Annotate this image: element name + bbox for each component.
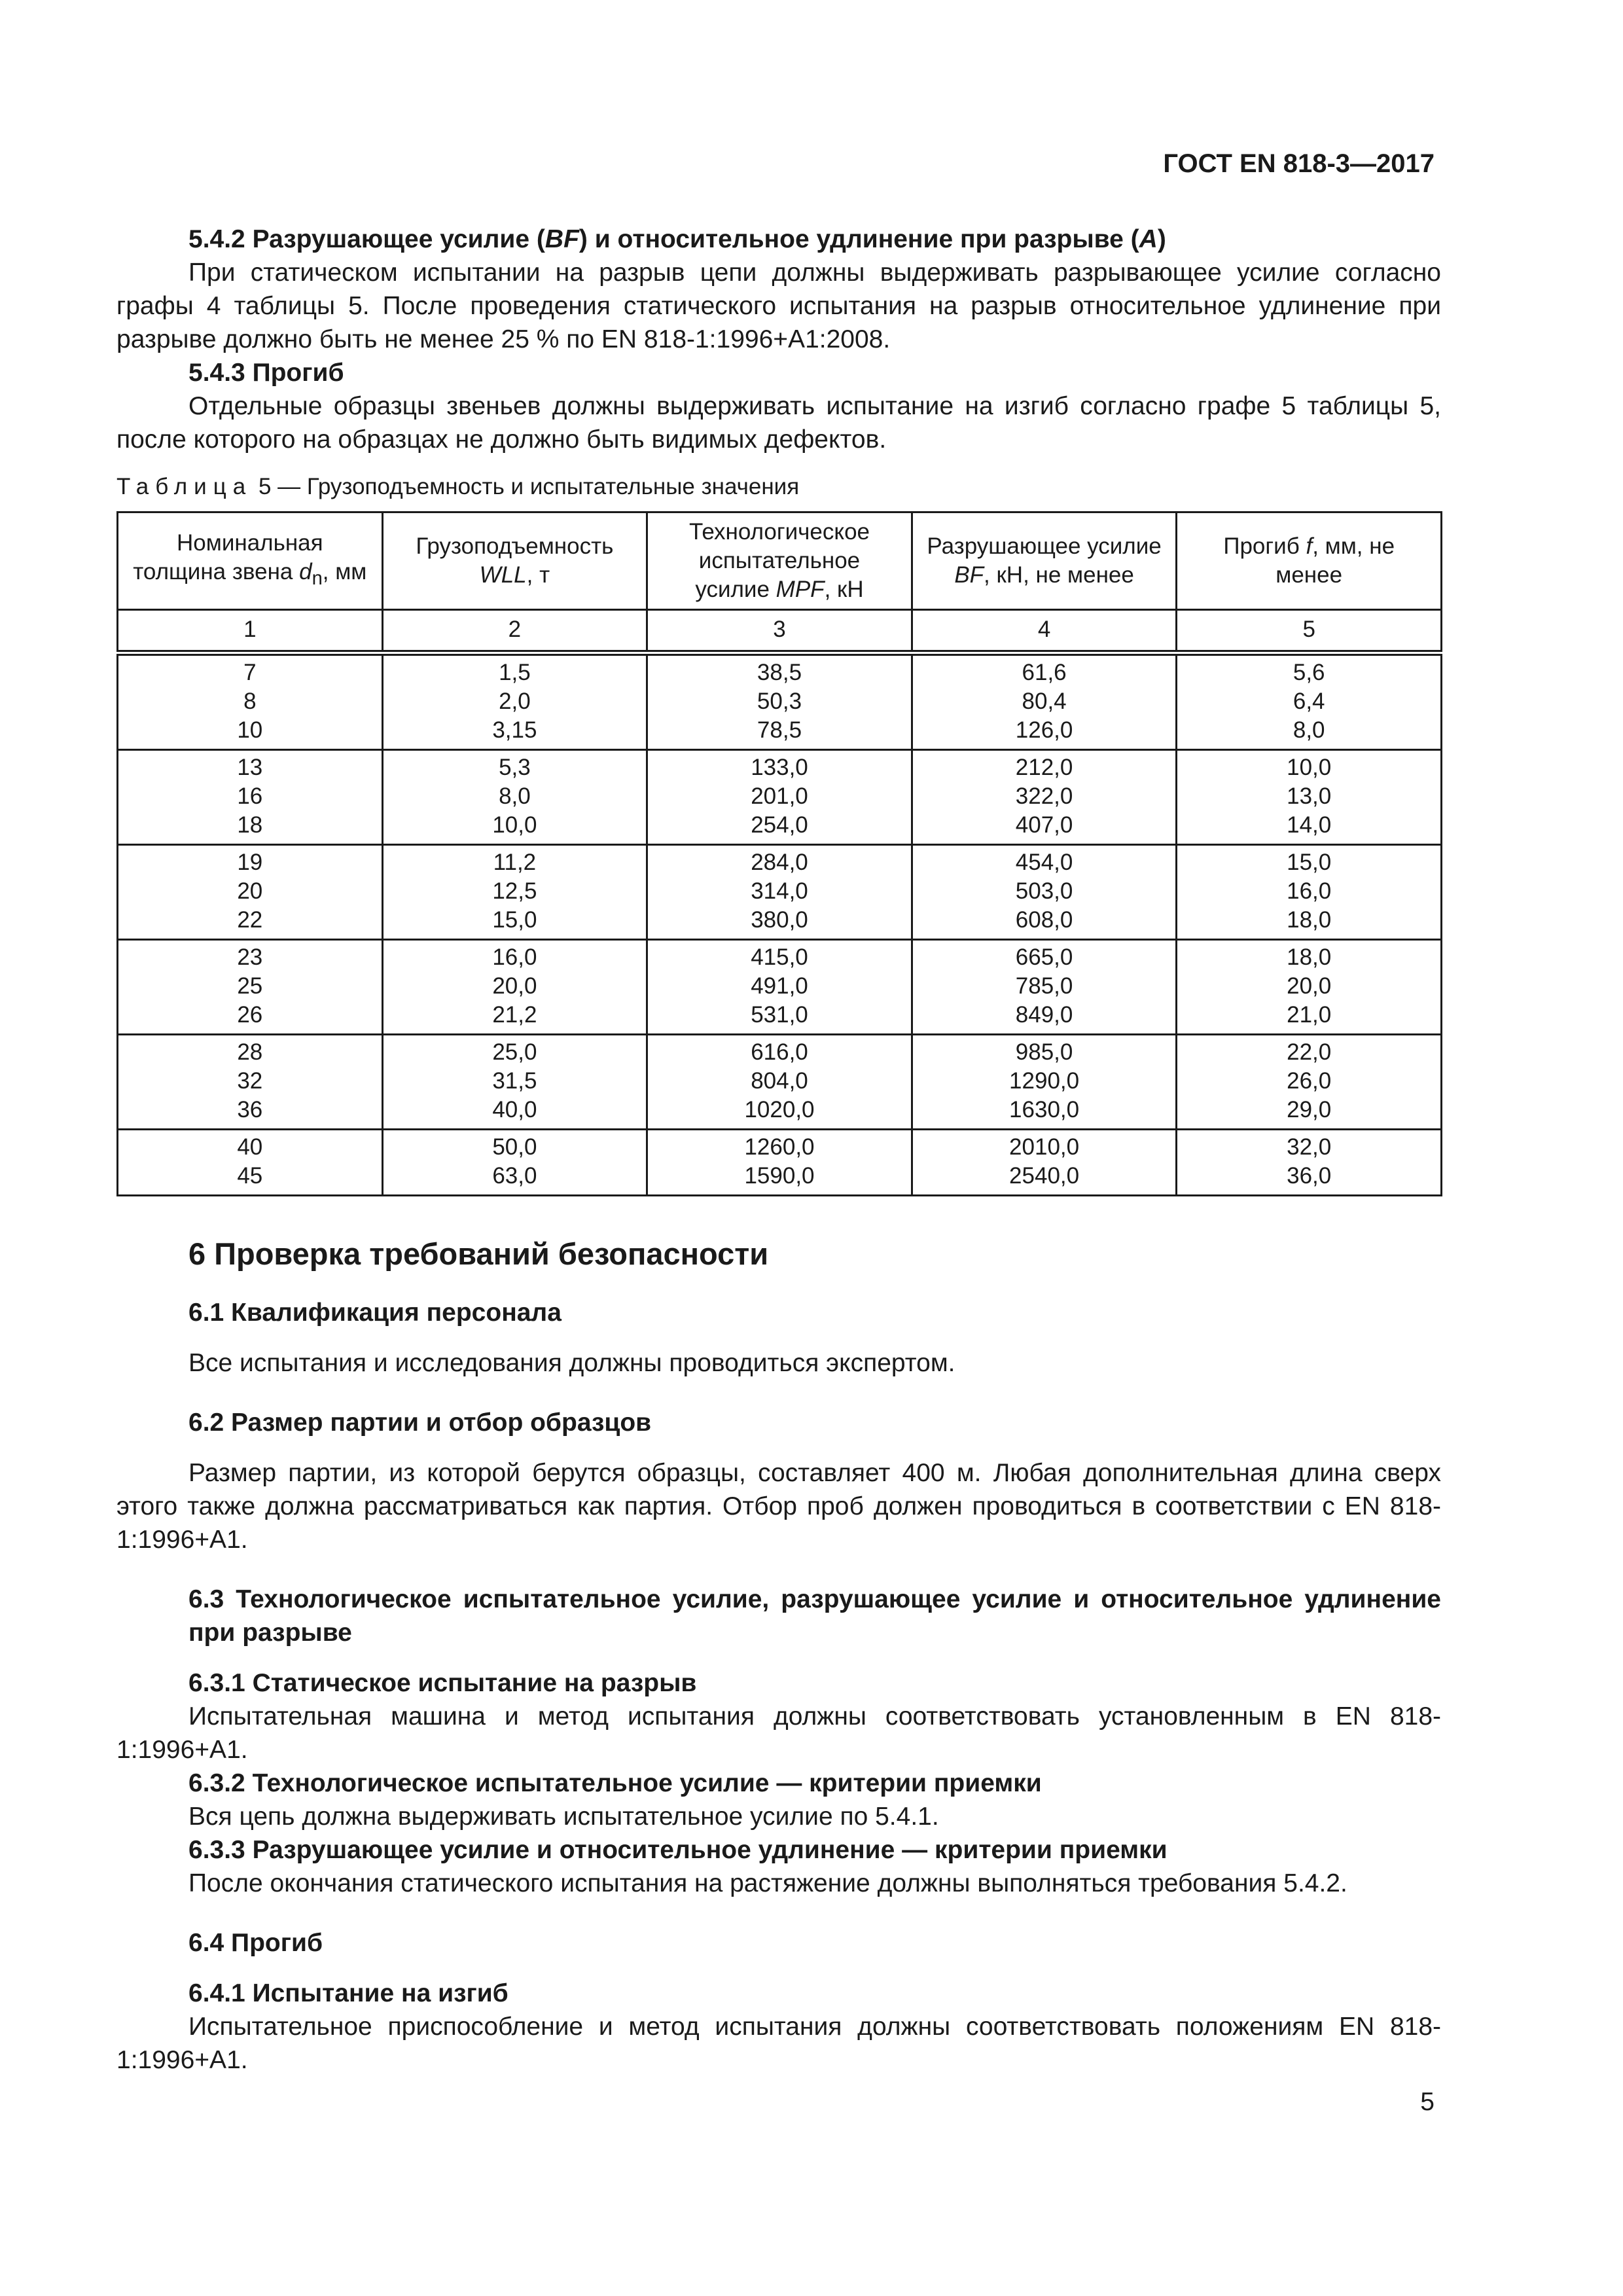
table-cell <box>382 653 647 750</box>
cell-value: 8,0 <box>499 783 531 809</box>
cell-value: 11,2 <box>493 850 537 875</box>
cell-value: 2540,0 <box>1009 1163 1080 1189</box>
table-cell <box>912 1035 1177 1130</box>
section-6-4-1-title: 6.4.1 Испытание на изгиб <box>188 1979 508 2007</box>
table-cell <box>118 653 383 750</box>
cell-value: 38,5 <box>757 660 802 685</box>
cell-value: 985,0 <box>1015 1039 1073 1065</box>
cell-value: 18,0 <box>1287 907 1332 933</box>
cell-value: 20 <box>237 878 263 904</box>
table-row <box>118 1035 1442 1130</box>
column-number: 2 <box>382 610 647 653</box>
cell-value: 40 <box>237 1134 263 1160</box>
cell-value: 10 <box>237 717 263 743</box>
cell-value: 12,5 <box>492 878 537 904</box>
section-6-3-title: 6.3 Технологическое испытательное усилие, разрушающее усилие и относительное удлинение при разрыве <box>188 1585 1441 1647</box>
section-5-4-2-text: При статическом испытании на разрыв цепи должны выдерживать разрывающее усилие согласно графы 4 таблицы 5. После проведения статического испытания на разрыв относительное удлинение при разрыве должно быть не менее 25 % по EN 818-1:1996+A1:2008. <box>116 259 1441 353</box>
table-row <box>118 845 1442 940</box>
table-cell <box>647 845 912 940</box>
table-cell <box>1177 750 1442 845</box>
section-6-3-1-title: 6.3.1 Статическое испытание на разрыв <box>188 1669 697 1697</box>
column-header-1: Номинальная толщина звена $d_n$, мм <box>118 512 383 610</box>
cell-value: 415,0 <box>751 944 808 970</box>
cell-value: 491,0 <box>751 973 808 999</box>
column-number-row <box>118 610 1442 653</box>
column-number: 1 <box>118 610 383 653</box>
cell-value: 608,0 <box>1015 907 1073 933</box>
cell-value: 254,0 <box>751 812 808 838</box>
section-6-3-3-text: После окончания статического испытания на растяжение должны выполняться требования 5.4.2. <box>188 1869 1347 1897</box>
table-cell <box>1177 1035 1442 1130</box>
table-header-row <box>118 512 1442 610</box>
cell-value: 380,0 <box>751 907 808 933</box>
section-6-1-text: Все испытания и исследования должны проводиться экспертом. <box>188 1349 955 1377</box>
table-cell <box>118 750 383 845</box>
cell-value: 126,0 <box>1015 717 1073 743</box>
table-cell <box>912 940 1177 1035</box>
cell-value: 16,0 <box>1287 878 1332 904</box>
cell-value: 16 <box>237 783 263 809</box>
cell-value: 63,0 <box>492 1163 537 1189</box>
cell-value: 454,0 <box>1015 850 1073 875</box>
cell-value: 616,0 <box>751 1039 808 1065</box>
table-cell <box>1177 845 1442 940</box>
table-row <box>118 750 1442 845</box>
cell-value: 20,0 <box>1287 973 1332 999</box>
table-row <box>118 940 1442 1035</box>
table-cell <box>647 653 912 750</box>
table-cell <box>912 750 1177 845</box>
cell-value: 531,0 <box>751 1002 808 1028</box>
table-cell <box>382 1130 647 1196</box>
section-6-3-3-title: 6.3.3 Разрушающее усилие и относительное удлинение — критерии приемки <box>188 1836 1168 1864</box>
cell-value: 21,2 <box>492 1002 537 1028</box>
cell-value: 16,0 <box>492 944 537 970</box>
cell-value: 26 <box>237 1002 263 1028</box>
table-row <box>118 1130 1442 1196</box>
cell-value: 8 <box>243 689 257 714</box>
cell-value: 19 <box>237 850 263 875</box>
table-5 <box>116 511 1442 1196</box>
cell-value: 18 <box>237 812 263 838</box>
section-6-2-title: 6.2 Размер партии и отбор образцов <box>188 1408 652 1437</box>
cell-value: 284,0 <box>751 850 808 875</box>
column-number: 3 <box>647 610 912 653</box>
cell-value: 785,0 <box>1015 973 1073 999</box>
cell-value: 1590,0 <box>744 1163 815 1189</box>
cell-value: 13 <box>237 755 263 780</box>
section-6-3-2-title: 6.3.2 Технологическое испытательное усилие — критерии приемки <box>188 1769 1042 1797</box>
cell-value: 1,5 <box>499 660 531 685</box>
column-header-3: Технологическое испытательное усилие MPF, кН <box>647 512 912 610</box>
cell-value: 10,0 <box>1287 755 1332 780</box>
cell-value: 25 <box>237 973 263 999</box>
cell-value: 15,0 <box>492 907 537 933</box>
cell-value: 1290,0 <box>1009 1068 1080 1094</box>
page-content <box>116 223 1441 2077</box>
cell-value: 29,0 <box>1287 1097 1332 1122</box>
cell-value: 6,4 <box>1293 689 1325 714</box>
table-cell <box>912 1130 1177 1196</box>
cell-value: 212,0 <box>1015 755 1073 780</box>
column-number: 4 <box>912 610 1177 653</box>
table-cell <box>382 845 647 940</box>
table-cell <box>647 750 912 845</box>
section-6-4-title: 6.4 Прогиб <box>188 1929 323 1957</box>
cell-value: 314,0 <box>751 878 808 904</box>
table-cell <box>647 940 912 1035</box>
table-cell <box>118 1035 383 1130</box>
table-cell <box>382 1035 647 1130</box>
cell-value: 7 <box>243 660 257 685</box>
cell-value: 22 <box>237 907 263 933</box>
cell-value: 36 <box>237 1097 263 1122</box>
table-cell <box>912 653 1177 750</box>
table-cell <box>382 940 647 1035</box>
cell-value: 25,0 <box>492 1039 537 1065</box>
cell-value: 2010,0 <box>1009 1134 1080 1160</box>
table-cell <box>1177 940 1442 1035</box>
cell-value: 665,0 <box>1015 944 1073 970</box>
cell-value: 1630,0 <box>1009 1097 1080 1122</box>
cell-value: 133,0 <box>751 755 808 780</box>
section-5-4-3-text: Отдельные образцы звеньев должны выдерживать испытание на изгиб согласно графе 5 таблицы 5, после которого на образцах не должно быть видимых дефектов. <box>116 392 1441 454</box>
cell-value: 1020,0 <box>744 1097 815 1122</box>
cell-value: 23 <box>237 944 263 970</box>
cell-value: 18,0 <box>1287 944 1332 970</box>
cell-value: 503,0 <box>1015 878 1073 904</box>
cell-value: 61,6 <box>1022 660 1067 685</box>
section-5-4-3-title: 5.4.3 Прогиб <box>188 359 344 387</box>
table-cell <box>647 1130 912 1196</box>
table-cell <box>647 1035 912 1130</box>
table-cell <box>118 940 383 1035</box>
table-cell <box>382 750 647 845</box>
table-cell <box>118 1130 383 1196</box>
section-6-title: 6 Проверка требований безопасности <box>188 1236 769 1271</box>
table-row <box>118 653 1442 750</box>
cell-value: 10,0 <box>492 812 537 838</box>
section-6-2-text: Размер партии, из которой берутся образцы, составляет 400 м. Любая дополнительная длина сверх этого также должна рассматриваться как партия. Отбор проб должен проводиться в соответствии с EN 818-1:1996+A1. <box>116 1459 1441 1554</box>
cell-value: 849,0 <box>1015 1002 1073 1028</box>
column-header-4: Разрушающее усилие BF, кН, не менее <box>912 512 1177 610</box>
cell-value: 78,5 <box>757 717 802 743</box>
cell-value: 32,0 <box>1287 1134 1332 1160</box>
section-6-1-title: 6.1 Квалификация персонала <box>188 1299 562 1327</box>
column-header-5: Прогиб f, мм, не менее <box>1177 512 1442 610</box>
section-6-3-1-text: Испытательная машина и метод испытания должны соответствовать установленным в EN 818-1:1996+A1. <box>116 1702 1441 1764</box>
cell-value: 322,0 <box>1015 783 1073 809</box>
section-5-4-2-title: 5.4.2 Разрушающее усилие (BF) и относительное удлинение при разрыве (A) <box>188 225 1166 253</box>
document-code: ГОСТ EN 818-3—2017 <box>1163 149 1435 178</box>
cell-value: 201,0 <box>751 783 808 809</box>
cell-value: 14,0 <box>1287 812 1332 838</box>
section-6-4-1-text: Испытательное приспособление и метод испытания должны соответствовать положениям EN 818-1:1996+A1. <box>116 2013 1441 2074</box>
column-number: 5 <box>1177 610 1442 653</box>
cell-value: 22,0 <box>1287 1039 1332 1065</box>
cell-value: 804,0 <box>751 1068 808 1094</box>
cell-value: 80,4 <box>1022 689 1067 714</box>
cell-value: 2,0 <box>499 689 531 714</box>
cell-value: 5,3 <box>499 755 531 780</box>
table-cell <box>912 845 1177 940</box>
cell-value: 31,5 <box>492 1068 537 1094</box>
cell-value: 3,15 <box>492 717 537 743</box>
cell-value: 36,0 <box>1287 1163 1332 1189</box>
table-cell <box>118 845 383 940</box>
cell-value: 13,0 <box>1287 783 1332 809</box>
table-cell <box>1177 1130 1442 1196</box>
cell-value: 50,3 <box>757 689 802 714</box>
cell-value: 45 <box>237 1163 263 1189</box>
cell-value: 15,0 <box>1287 850 1332 875</box>
cell-value: 21,0 <box>1287 1002 1332 1028</box>
cell-value: 20,0 <box>492 973 537 999</box>
table-cell <box>1177 653 1442 750</box>
cell-value: 28 <box>237 1039 263 1065</box>
page-number: 5 <box>1420 2088 1435 2116</box>
cell-value: 50,0 <box>492 1134 537 1160</box>
cell-value: 32 <box>237 1068 263 1094</box>
cell-value: 8,0 <box>1293 717 1325 743</box>
cell-value: 407,0 <box>1015 812 1073 838</box>
section-6-3-2-text: Вся цепь должна выдерживать испытательное усилие по 5.4.1. <box>188 1803 939 1831</box>
cell-value: 40,0 <box>492 1097 537 1122</box>
cell-value: 5,6 <box>1293 660 1325 685</box>
cell-value: 26,0 <box>1287 1068 1332 1094</box>
column-header-2: Грузоподъемность WLL, т <box>382 512 647 610</box>
table-caption: Таблица 5 — Грузоподъемность и испытательные значения <box>116 474 800 499</box>
cell-value: 1260,0 <box>744 1134 815 1160</box>
